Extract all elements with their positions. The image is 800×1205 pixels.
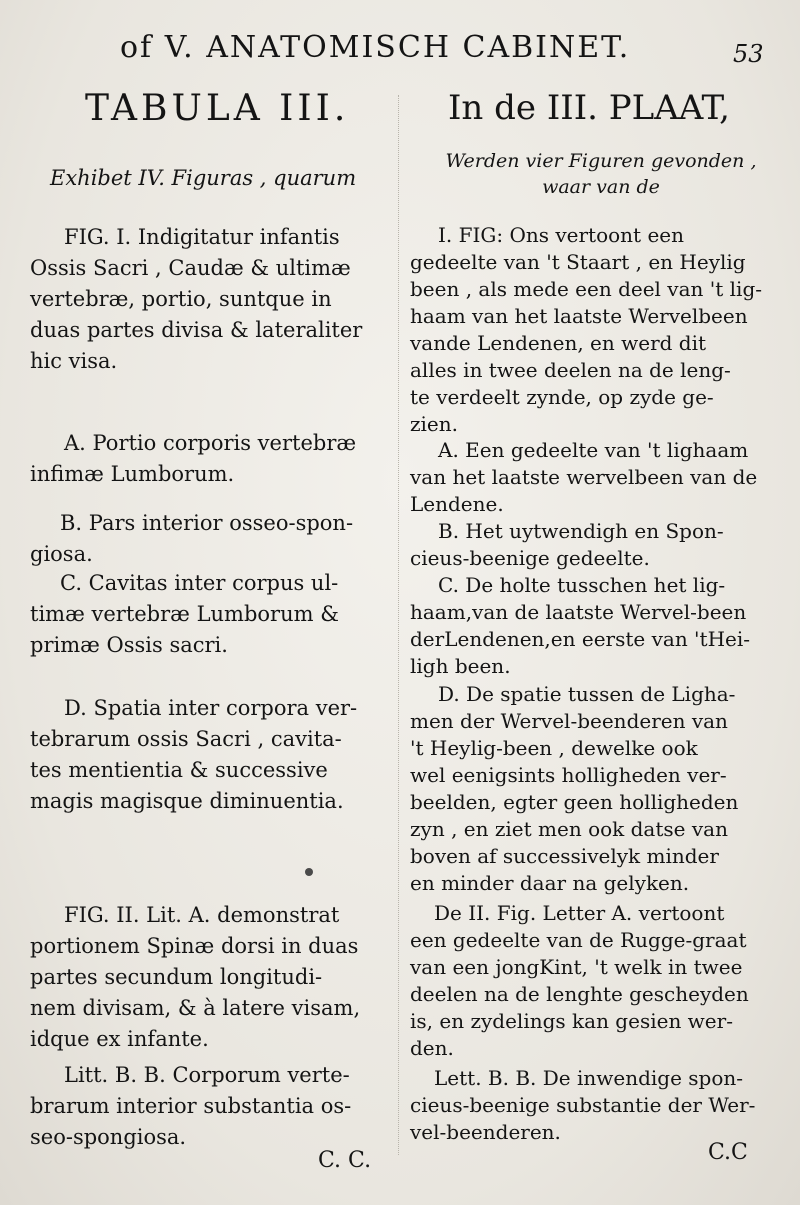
left-text-line: primæ Ossis sacri.	[30, 633, 228, 657]
left-text-line: timæ vertebræ Lumborum &	[30, 602, 339, 626]
left-paragraph	[30, 508, 390, 570]
right-intro-line: waar van de	[542, 176, 660, 198]
right-paragraph	[410, 900, 766, 1062]
left-text-line: FIG. I. Indigitatur infantis	[64, 225, 340, 249]
page-number: 53	[733, 40, 764, 68]
left-text-line: tebrarum ossis Sacri , cavita-	[30, 727, 342, 751]
left-text-line: vertebræ, portio, suntque in	[30, 287, 332, 311]
left-text-line: A. Portio corporis vertebræ	[64, 431, 357, 455]
right-text-line: zien.	[410, 412, 459, 436]
left-text-line: magis magisque diminuentia.	[30, 789, 344, 813]
right-text-line: A. Een gedeelte van 't lighaam	[438, 438, 749, 462]
right-text-line: te verdeelt zynde, op zyde ge-	[410, 385, 714, 409]
right-paragraph	[410, 572, 766, 680]
left-text-line: giosa.	[30, 542, 93, 566]
left-text-line: infimæ Lumborum.	[30, 462, 235, 486]
right-paragraph	[410, 518, 766, 572]
left-paragraph	[30, 428, 390, 490]
right-text-line: I. FIG: Ons vertoont een	[438, 223, 685, 247]
left-text-line: hic visa.	[30, 349, 118, 373]
left-text-line: Ossis Sacri , Caudæ & ultimæ	[30, 256, 351, 280]
left-text-line: FIG. II. Lit. A. demonstrat	[64, 903, 340, 927]
ink-mark	[305, 868, 313, 876]
left-text-line: tes mentientia & successive	[30, 758, 328, 782]
left-paragraph	[30, 1060, 390, 1153]
right-text-line: zyn , en ziet men ook datse van	[410, 817, 728, 841]
right-text-line: een gedeelte van de Rugge-graat	[410, 928, 747, 952]
right-title: In de III. PLAAT,	[448, 88, 730, 128]
left-text-line: idque ex infante.	[30, 1027, 209, 1051]
column-divider	[398, 95, 399, 1155]
right-text-line: ligh been.	[410, 654, 511, 678]
right-text-line: 't Heylig-been , dewelke ook	[410, 736, 698, 760]
right-text-line: gedeelte van 't Staart , en Heylig	[410, 250, 746, 274]
left-text-line: portionem Spinæ dorsi in duas	[30, 934, 359, 958]
right-text-line: cieus-beenige substantie der Wer-	[410, 1093, 756, 1117]
left-signature: C. C.	[318, 1148, 372, 1173]
right-text-line: beelden, egter geen holligheden	[410, 790, 739, 814]
left-paragraph	[30, 568, 390, 661]
right-paragraph	[410, 222, 766, 438]
right-text-line: haam van het laatste Wervelbeen	[410, 304, 748, 328]
right-text-line: wel eenigsints holligheden ver-	[410, 763, 727, 787]
right-text-line: den.	[410, 1036, 454, 1060]
left-text-line: seo-spongiosa.	[30, 1125, 187, 1149]
right-text-line: en minder daar na gelyken.	[410, 871, 690, 895]
left-paragraph	[30, 222, 390, 377]
right-paragraph	[410, 681, 766, 897]
left-text-line: Litt. B. B. Corporum verte-	[64, 1063, 350, 1087]
right-text-line: is, en zydelings kan gesien wer-	[410, 1009, 733, 1033]
right-text-line: cieus-beenige gedeelte.	[410, 546, 650, 570]
right-text-line: deelen na de lenghte gescheyden	[410, 982, 749, 1006]
right-signature: C.C	[708, 1140, 748, 1165]
left-text-line: B. Pars interior osseo-spon-	[60, 511, 354, 535]
left-text-line: D. Spatia inter corpora ver-	[64, 696, 358, 720]
right-text-line: haam,van de laatste Wervel-been	[410, 600, 747, 624]
left-text-line: nem divisam, & à latere visam,	[30, 996, 361, 1020]
right-text-line: vande Lendenen, en werd dit	[410, 331, 707, 355]
right-text-line: B. Het uytwendigh en Spon-	[438, 519, 724, 543]
left-paragraph	[30, 693, 390, 817]
left-text-line: duas partes divisa & lateraliter	[30, 318, 363, 342]
right-text-line: been , als mede een deel van 't lig-	[410, 277, 763, 301]
right-text-line: D. De spatie tussen de Ligha-	[438, 682, 736, 706]
right-text-line: Lendene.	[410, 492, 504, 516]
right-text-line: van het laatste wervelbeen van de	[410, 465, 758, 489]
right-text-line: Lett. B. B. De inwendige spon-	[434, 1066, 744, 1090]
left-intro: Exhibet IV. Figuras , quarum	[50, 166, 357, 190]
left-text-line: partes secundum longitudi-	[30, 965, 323, 989]
right-text-line: C. De holte tusschen het lig-	[438, 573, 726, 597]
right-text-line: men der Wervel-beenderen van	[410, 709, 728, 733]
right-intro	[436, 148, 766, 200]
right-paragraph	[410, 437, 766, 518]
right-text-line: alles in twee deelen na de leng-	[410, 358, 731, 382]
right-text-line: De II. Fig. Letter A. vertoont	[434, 901, 725, 925]
right-paragraph	[410, 1065, 766, 1146]
right-text-line: boven af successivelyk minder	[410, 844, 719, 868]
right-text-line: van een jongKint, 't welk in twee	[410, 955, 743, 979]
left-title: TABULA III.	[85, 88, 350, 129]
running-head: of V. ANATOMISCH CABINET.	[120, 30, 631, 65]
left-paragraph	[30, 900, 390, 1055]
right-text-line: vel-beenderen.	[410, 1120, 561, 1144]
left-text-line: C. Cavitas inter corpus ul-	[60, 571, 339, 595]
right-intro-line: Werden vier Figuren gevonden ,	[445, 150, 757, 172]
right-text-line: derLendenen,en eerste van 'tHei-	[410, 627, 751, 651]
left-text-line: brarum interior substantia os-	[30, 1094, 352, 1118]
